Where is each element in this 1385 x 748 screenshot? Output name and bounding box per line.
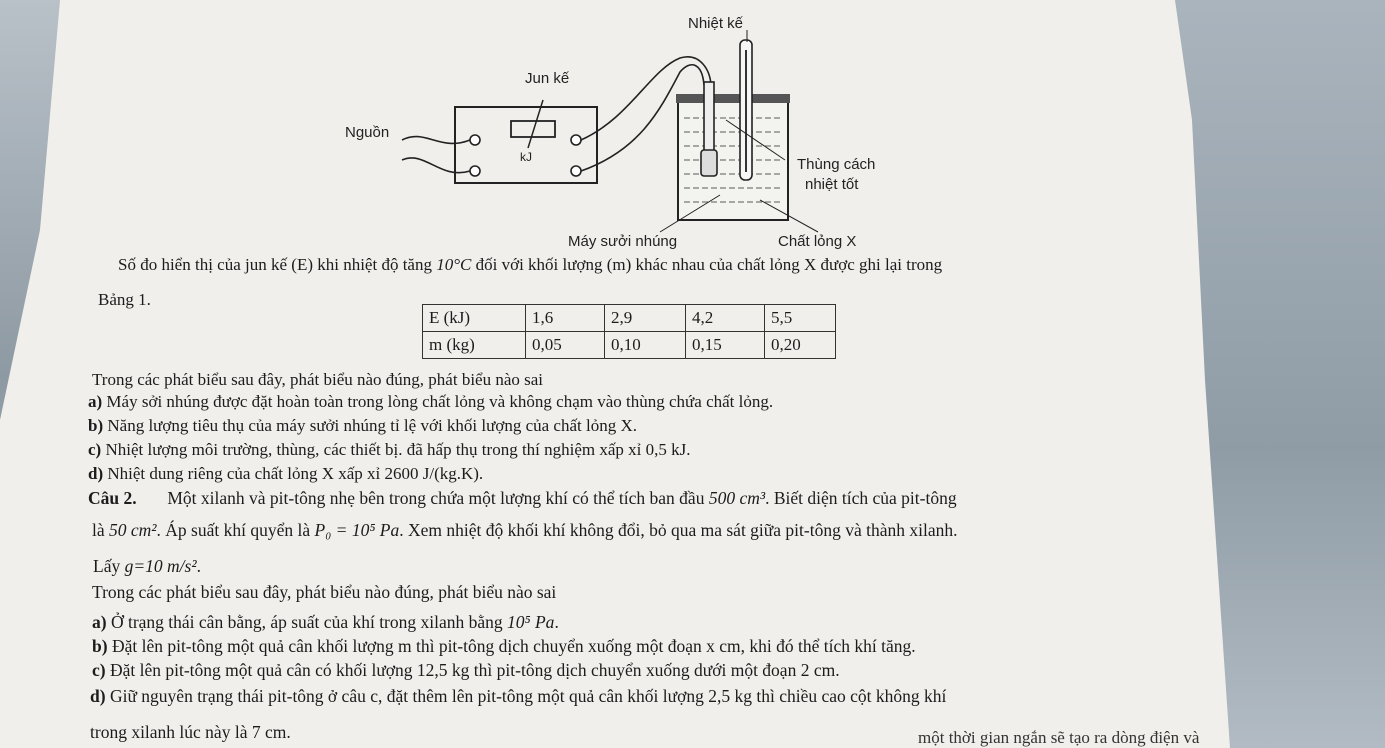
- math-area: 50 cm²: [109, 520, 157, 540]
- data-table: [422, 304, 836, 359]
- math-pressure-value: 10⁵ Pa: [507, 612, 555, 632]
- q1-statement-b: b) Năng lượng tiêu thụ của máy sưởi nhúng tỉ lệ với khối lượng của chất lỏng X.: [88, 416, 637, 435]
- math-temperature: 10°C: [436, 255, 472, 274]
- q2-statement-b: b) Đặt lên pit-tông một quả cân khối lượng m thì pit-tông dịch chuyển xuống một đoạn x cm, khi đó thể tích khí tăng.: [92, 636, 916, 656]
- label-joulemeter: Jun kế: [525, 70, 570, 87]
- q1-prompt: Trong các phát biểu sau đây, phát biểu nào đúng, phát biểu nào sai: [92, 370, 544, 389]
- terminal-right-top: [571, 135, 581, 145]
- table-cell: 0,10: [605, 332, 686, 359]
- label-liquid: Chất lỏng X: [778, 233, 857, 250]
- math-pressure: P₀ = 10⁵ Pa: [314, 520, 400, 540]
- math-gravity: g=10 m/s²: [124, 556, 197, 576]
- q2-statement-a: a) Ở trạng thái cân bằng, áp suất của khí trong xilanh bằng 10⁵ Pa.: [92, 612, 559, 632]
- cutoff-text: một thời gian ngắn sẽ tạo ra dòng điện và: [918, 728, 1200, 747]
- label-container-1: Thùng cách: [797, 156, 876, 173]
- label-kj: kJ: [520, 150, 532, 164]
- label-thermometer: Nhiệt kế: [688, 15, 744, 32]
- q2-statement-c: c) Đặt lên pit-tông một quả cân có khối lượng 12,5 kg thì pit-tông dịch chuyển xuống dưới một đoạn 2 cm.: [92, 660, 840, 680]
- table-row: [423, 332, 836, 359]
- q2-statement-d-cont: trong xilanh lúc này là 7 cm.: [90, 722, 291, 742]
- terminal-right-bottom: [571, 166, 581, 176]
- table-cell: 2,9: [605, 305, 686, 332]
- terminal-left-bottom: [470, 166, 480, 176]
- q1-statement-d: d) Nhiệt dung riêng của chất lỏng X xấp xỉ 2600 J/(kg.K).: [88, 464, 484, 483]
- calorimeter-diagram: [330, 0, 910, 260]
- label-source: Nguồn: [345, 124, 390, 141]
- table-cell: 1,6: [526, 305, 605, 332]
- table-cell: m (kg): [423, 332, 526, 359]
- table-cell: 4,2: [686, 305, 765, 332]
- q2-statement-d: d) Giữ nguyên trạng thái pit-tông ở câu c, đặt thêm lên pit-tông một quả cân khối lượng 2,5 kg thì chiều cao cột không khí: [90, 686, 947, 706]
- table-cell: 0,20: [765, 332, 836, 359]
- table-cell: 5,5: [765, 305, 836, 332]
- q1-statement-a: a) Máy sởi nhúng được đặt hoàn toàn trong lòng chất lỏng và không chạm vào thùng chứa chất lỏng.: [88, 392, 774, 411]
- q2-line-3: Lấy g=10 m/s².: [93, 556, 201, 576]
- math-volume: 500 cm³: [708, 488, 766, 508]
- label-container-2: nhiệt tốt: [805, 176, 859, 193]
- table-row: [423, 305, 836, 332]
- q2-line-2: là 50 cm². Áp suất khí quyển là P₀ = 10⁵ Pa. Xem nhiệt độ khối khí không đổi, bỏ qua ma sát giữa pit-tông và thành xilanh.: [92, 520, 958, 540]
- q1-statement-c: c) Nhiệt lượng môi trường, thùng, các thiết bị. đã hấp thụ trong thí nghiệm xấp xỉ 0,5 kJ.: [88, 440, 691, 459]
- table-cell: 0,05: [526, 332, 605, 359]
- intro-line-2: Bảng 1.: [98, 290, 151, 309]
- q2-prompt: Trong các phát biểu sau đây, phát biểu nào đúng, phát biểu nào sai: [92, 582, 557, 602]
- label-heater: Máy sưởi nhúng: [568, 233, 678, 250]
- q2-line-1: Câu 2. Một xilanh và pit-tông nhẹ bên trong chứa một lượng khí có thể tích ban đầu 500 cm³. Biết diện tích của pit-tông: [88, 488, 957, 508]
- question-title: Câu 2.: [88, 488, 137, 508]
- intro-line-1: Số đo hiển thị của jun kế (E) khi nhiệt độ tăng 10°C đối với khối lượng (m) khác nhau của chất lỏng X được ghi lại trong: [118, 255, 943, 274]
- container-lid: [676, 94, 790, 103]
- table-cell: E (kJ): [423, 305, 526, 332]
- terminal-left-top: [470, 135, 480, 145]
- table-cell: 0,15: [686, 332, 765, 359]
- joulemeter-display: [511, 121, 555, 137]
